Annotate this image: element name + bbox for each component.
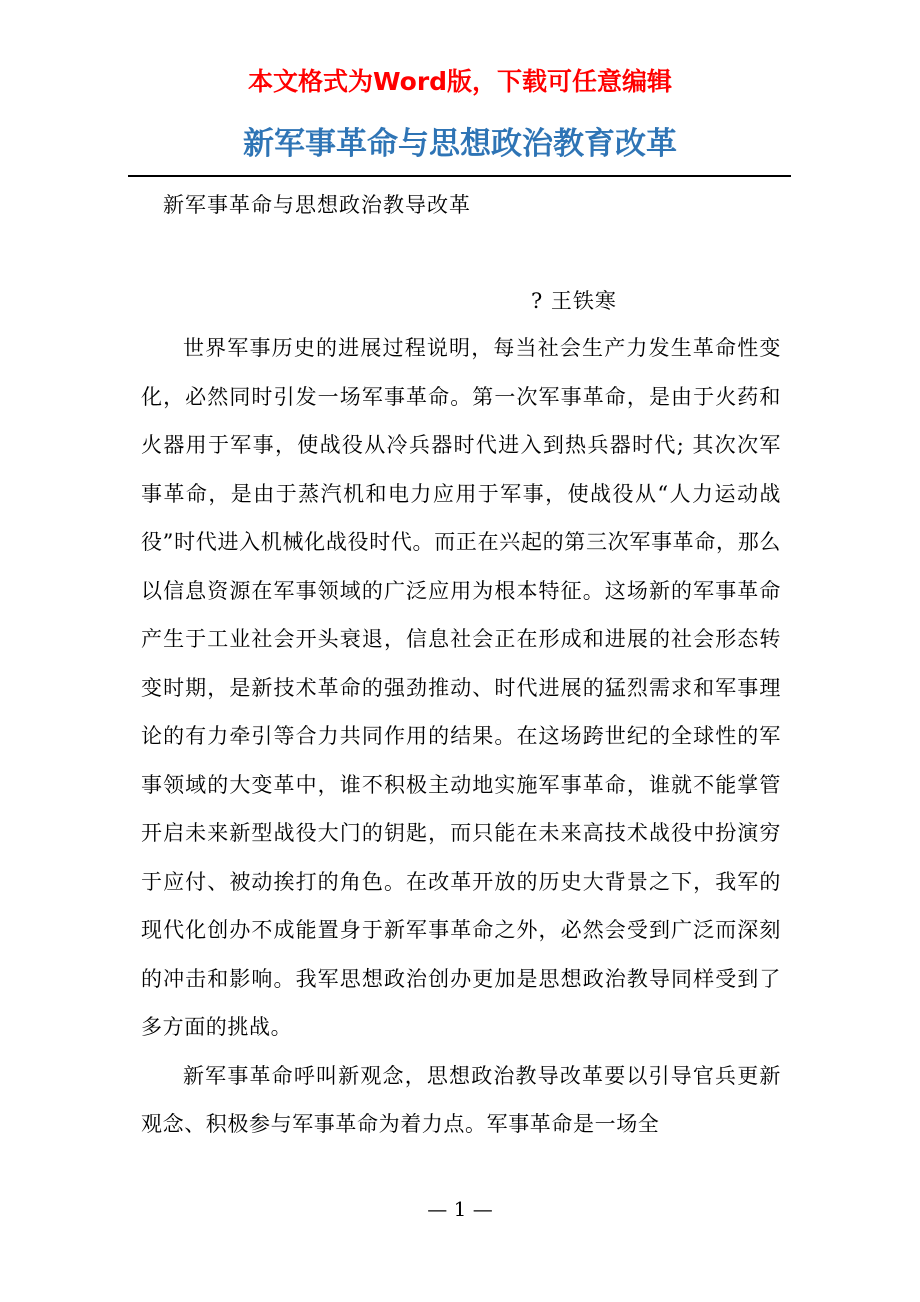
header-divider (128, 175, 791, 177)
document-body (141, 182, 781, 1149)
article-author: ? 王铁寒 (531, 289, 617, 313)
body-paragraph-1: 世界军事历史的进展过程说明，每当社会生产力发生革命性变化，必然同时引发一场军事革命。第一次军事革命，是由于火药和火器用于军事，使战役从冷兵器时代进入到热兵器时代; 其次次军事革命，是由于蒸汽机和电力应用于军事，使战役从“人力运动战役”时代进入机械化战役时代。而正在兴起的第三次军事革命，那么以信息资源在军事领域的广泛应用为根本特征。这场新的军事革命产生于工业社会开头衰退，信息社会正在形成和进展的社会形态转变时期，是新技术革命的强劲推动、时代进展的猛烈需求和军事理论的有力牵引等合力共同作用的结果。在这场跨世纪的全球性的军事领域的大变革中，谁不积极主动地实施军事革命，谁就不能掌管开启未来新型战役大门的钥匙，而只能在未来高技术战役中扮演穷于应付、被动挨打的角色。在改革开放的历史大背景之下，我军的现代化创办不成能置身于新军事革命之外，必然会受到广泛而深刻的冲击和影响。我军思想政治创办更加是思想政治教导同样受到了多方面的挑战。 (141, 336, 781, 1039)
body-paragraph-2: 新军事革命呼叫新观念，思想政治教导改革要以引导官兵更新观念、积极参与军事革命为着力点。军事革命是一场全 (141, 1063, 781, 1136)
document-title: 新军事革命与思想政治教育改革 (243, 126, 677, 162)
page-number: — 1 — (427, 1197, 493, 1221)
article-subtitle: 新军事革命与思想政治教导改革 (163, 193, 471, 217)
format-notice: 本文格式为Word版，下载可任意编辑 (247, 67, 673, 96)
